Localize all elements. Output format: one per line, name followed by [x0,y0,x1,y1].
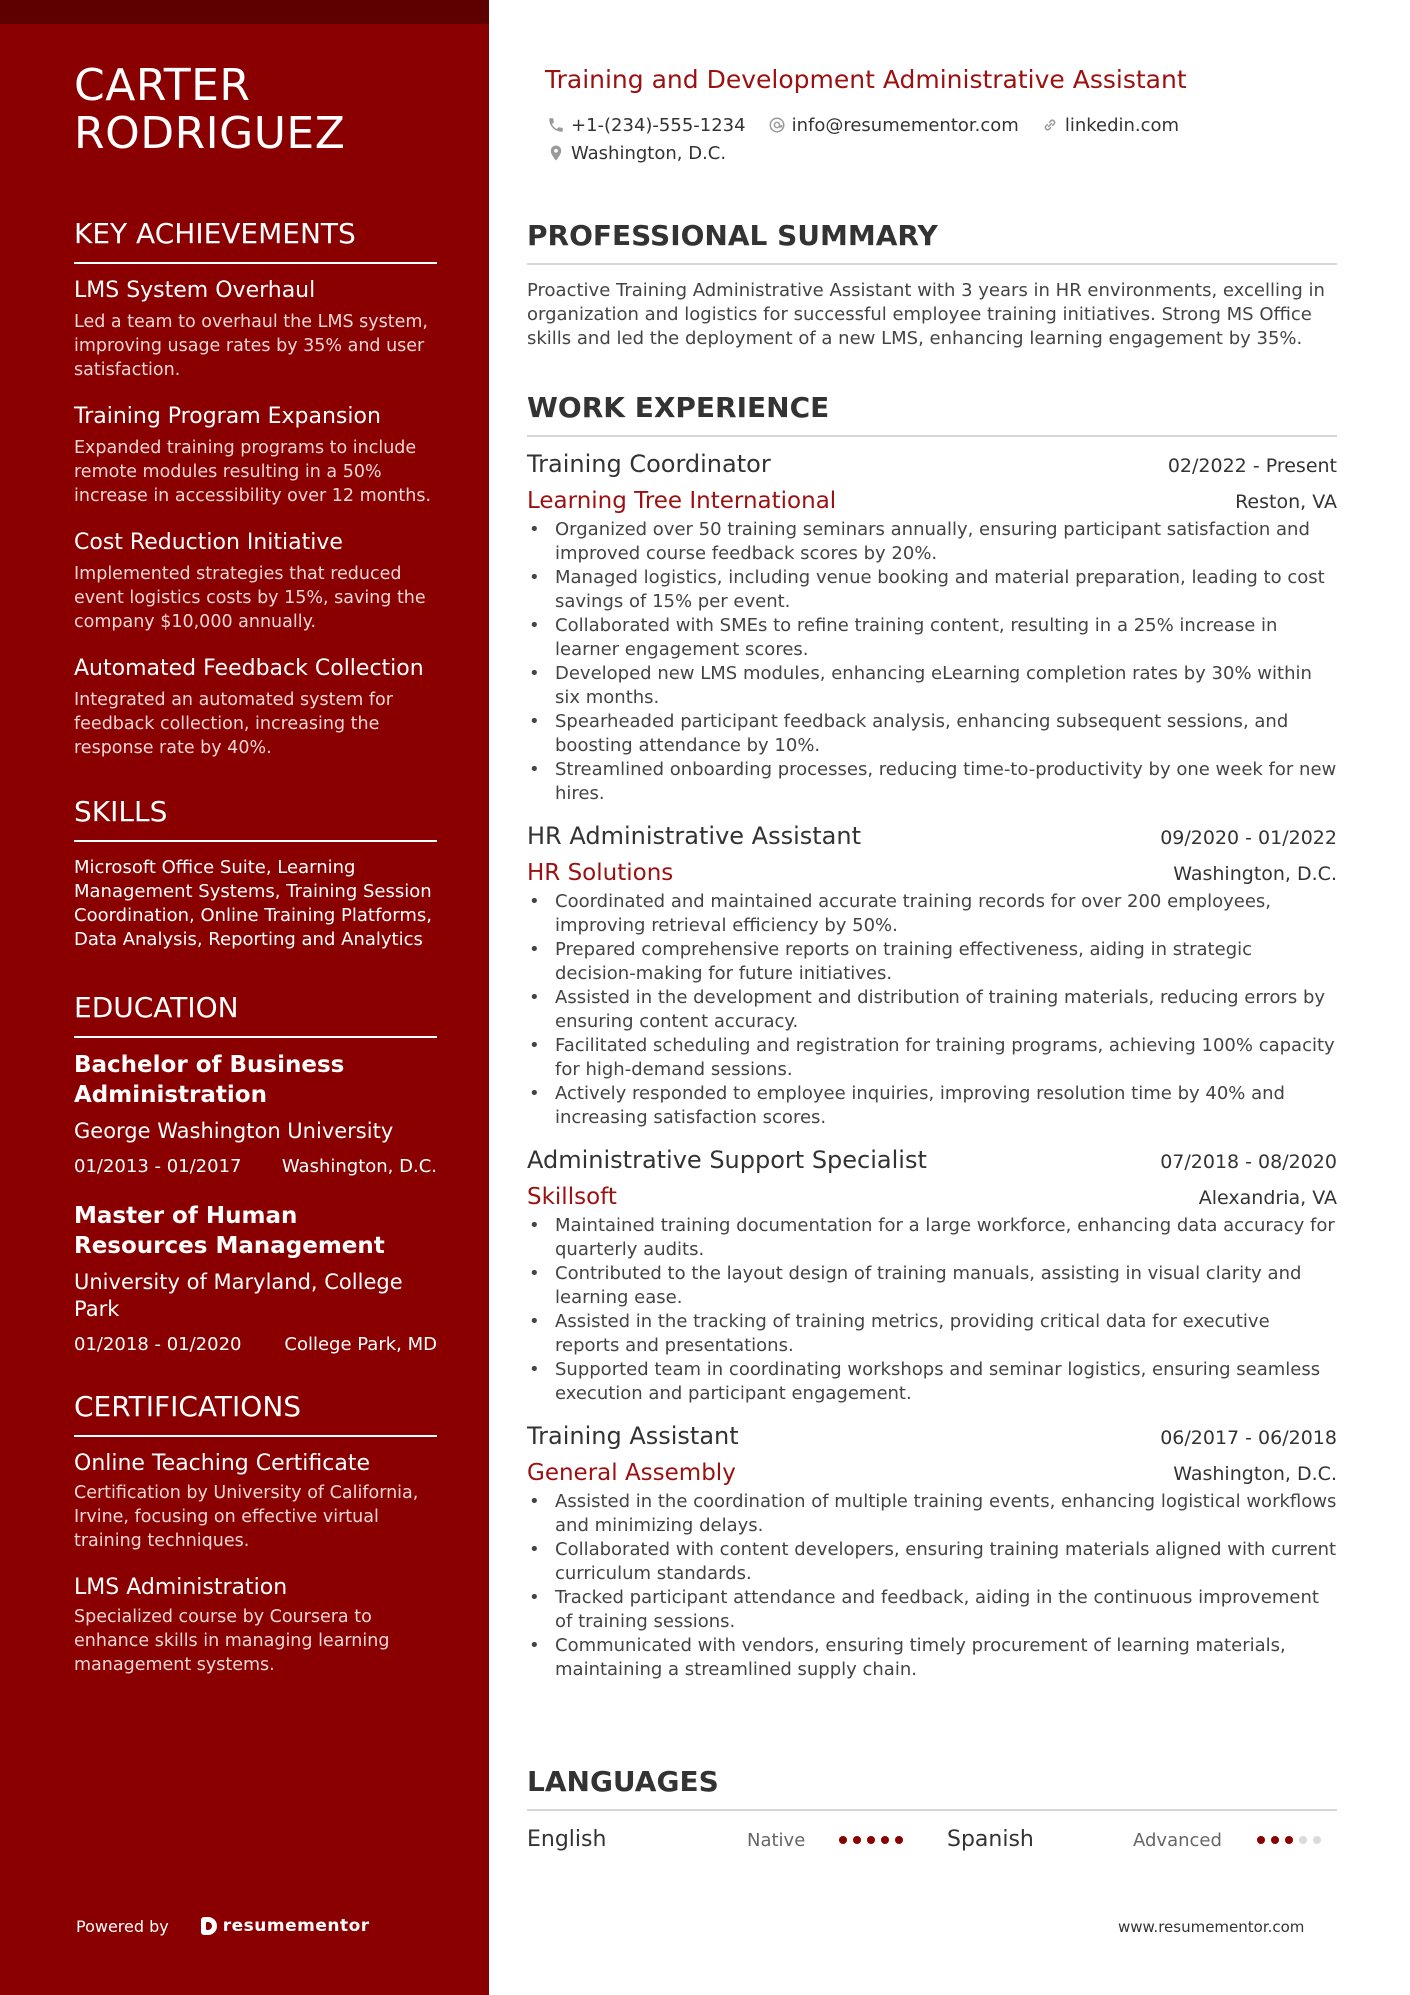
contact-info [547,112,1327,168]
job-bullets [527,890,1337,1130]
job-company: General Assembly [527,1460,736,1486]
job-location: Reston, VA [1235,491,1337,513]
certifications-list [74,1449,437,1677]
job-company: HR Solutions [527,860,674,886]
rating-dot-filled [1285,1836,1293,1844]
job-subheader [527,1458,1337,1488]
education-item [74,1050,437,1179]
language-rating [1257,1836,1327,1844]
contact-row [547,140,1327,166]
job-company: Skillsoft [527,1184,617,1210]
experience-list [527,448,1337,1696]
languages-heading: LANGUAGES [527,1764,1337,1811]
rating-dot-filled [839,1836,847,1844]
contact-phone[interactable] [547,115,746,136]
job-bullets [527,1214,1337,1406]
job-location: Alexandria, VA [1198,1187,1337,1209]
job-bullet: • Streamlined onboarding processes, reducing time-to-productivity by one week for new hires. [527,758,1337,806]
rating-dot-empty [1299,1836,1307,1844]
job-bullet: • Collaborated with content developers, ensuring training materials aligned with current curriculum standards. [527,1538,1337,1586]
job-location: Washington, D.C. [1173,863,1337,885]
skills-text: Microsoft Office Suite, Learning Management Systems, Training Session Coordination, Online Training Platforms, Data Analysis, Reporting and Analytics [74,857,433,950]
job-bullet: • Assisted in the tracking of training metrics, providing critical data for executive reports and presentations. [527,1310,1337,1358]
job-bullet: • Communicated with vendors, ensuring timely procurement of learning materials, maintaining a streamlined supply chain. [527,1634,1337,1682]
job-header [527,1420,1337,1452]
education-list [74,1050,437,1357]
job-bullet: • Collaborated with SMEs to refine training content, resulting in a 25% increase in learner engagement scores. [527,614,1337,662]
achievement-description: Implemented strategies that reduced event logistics costs by 15%, saving the company $10,000 annually. [74,564,426,632]
job-entry [527,1144,1337,1406]
certification-title: Online Teaching Certificate [74,1451,371,1476]
phone-text: +1-(234)-555-1234 [571,114,746,136]
achievement-item [74,528,437,634]
link-icon [1041,116,1059,134]
rating-dot-filled [853,1836,861,1844]
contact-location [547,143,726,164]
job-header [527,820,1337,852]
certifications-section [74,1389,437,1677]
location-text: Washington, D.C. [571,142,727,164]
name-line-1: CARTER [74,60,251,111]
job-role: Training Coordinator [527,450,771,478]
location-pin-icon [547,144,565,162]
job-bullet: • Maintained training documentation for a large workforce, enhancing data accuracy for quarterly audits. [527,1214,1337,1262]
job-bullet: • Managed logistics, including venue booking and material preparation, leading to cost savings of 15% per event. [527,566,1337,614]
achievement-title: Automated Feedback Collection [74,656,424,681]
certification-item [74,1573,437,1677]
summary-text: Proactive Training Administrative Assistant with 3 years in HR environments, excelling in organization and logistics for successful employee training initiatives. Strong MS Office skills and led the deployment of a new LMS, enhancing learning engagement by 35%. [527,280,1325,349]
contact-row [547,112,1327,138]
job-bullet: • Facilitated scheduling and registration for training programs, achieving 100% capacity for high-demand sessions. [527,1034,1337,1082]
education-degree: Master of Human Resources Management [74,1203,385,1259]
job-subheader [527,858,1337,888]
language-item [947,1825,1337,1855]
brand-logo[interactable] [201,1916,370,1936]
phone-icon [547,116,565,134]
education-location: College Park, MD [284,1334,437,1355]
job-bullet: • Developed new LMS modules, enhancing eLearning completion rates by 30% within six months. [527,662,1337,710]
job-role: Training Assistant [527,1422,739,1450]
powered-by [76,1916,370,1936]
summary-heading: PROFESSIONAL SUMMARY [527,218,1337,265]
certification-item [74,1449,437,1553]
languages-list [527,1825,1337,1855]
language-level: Advanced [1133,1829,1222,1851]
sidebar [0,0,489,1995]
job-bullet: • Organized over 50 training seminars annually, ensuring participant satisfaction and improved course feedback scores by 20%. [527,518,1337,566]
footer-url[interactable]: www.resumementor.com [1118,1918,1305,1936]
achievement-item [74,654,437,760]
brand-name: resumementor [222,1916,370,1936]
job-bullet: • Assisted in the development and distribution of training materials, reducing errors by ensuring content accuracy. [527,986,1337,1034]
sidebar-top-band [0,0,489,24]
achievement-item [74,402,437,508]
education-school: George Washington University [74,1119,394,1143]
sidebar-content [74,62,437,1697]
job-bullets [527,518,1337,806]
education-section [74,990,437,1357]
education-item [74,1201,437,1357]
rating-dot-filled [1257,1836,1265,1844]
rating-dot-empty [1313,1836,1321,1844]
name-line-2: RODRIGUEZ [74,108,346,159]
language-name: Spanish [947,1827,1034,1852]
job-bullet: • Coordinated and maintained accurate training records for over 200 employees, improving retrieval efficiency by 50%. [527,890,1337,938]
email-text: info@resumementor.com [791,114,1019,136]
skills-heading: SKILLS [74,794,437,842]
education-meta [74,1333,437,1357]
education-dates: 01/2018 - 01/2020 [74,1334,242,1355]
job-role: Administrative Support Specialist [527,1146,927,1174]
achievement-item [74,276,437,382]
contact-email[interactable] [768,115,1019,136]
education-dates: 01/2013 - 01/2017 [74,1156,242,1177]
job-bullet: • Supported team in coordinating workshops and seminar logistics, ensuring seamless execution and participant engagement. [527,1358,1337,1406]
job-bullet: • Contributed to the layout design of training manuals, assisting in visual clarity and learning ease. [527,1262,1337,1310]
job-entry [527,448,1337,806]
powered-by-label: Powered by [76,1916,169,1936]
job-bullet: • Actively responded to employee inquiries, improving resolution time by 40% and increasing satisfaction scores. [527,1082,1337,1130]
job-header [527,448,1337,480]
certifications-heading: CERTIFICATIONS [74,1389,437,1437]
job-bullet: • Spearheaded participant feedback analysis, enhancing subsequent sessions, and boosting attendance by 10%. [527,710,1337,758]
rating-dot-filled [867,1836,875,1844]
achievement-description: Led a team to overhaul the LMS system, improving usage rates by 35% and user satisfaction. [74,312,428,380]
language-rating [839,1836,909,1844]
experience-heading: WORK EXPERIENCE [527,390,1337,437]
achievement-title: LMS System Overhaul [74,278,316,303]
job-company: Learning Tree International [527,488,837,514]
rating-dot-filled [881,1836,889,1844]
brand-logo-icon [201,1917,217,1935]
job-subheader [527,1182,1337,1212]
certification-description: Specialized course by Coursera to enhance skills in managing learning management systems. [74,1607,390,1675]
rating-dot-filled [1271,1836,1279,1844]
job-entry [527,820,1337,1130]
job-bullets [527,1490,1337,1682]
job-header [527,1144,1337,1176]
job-subheader [527,486,1337,516]
job-location: Washington, D.C. [1173,1463,1337,1485]
language-level: Native [747,1829,806,1851]
skills-section [74,794,437,952]
education-location: Washington, D.C. [281,1156,437,1177]
job-dates: 09/2020 - 01/2022 [1160,827,1337,849]
achievement-description: Expanded training programs to include remote modules resulting in a 50% increase in accessibility over 12 months. [74,438,432,506]
education-meta [74,1155,437,1179]
achievements-list [74,276,437,760]
education-heading: EDUCATION [74,990,437,1038]
education-degree: Bachelor of Business Administration [74,1052,345,1108]
achievement-title: Cost Reduction Initiative [74,530,343,555]
linkedin-text: linkedin.com [1064,114,1180,136]
job-dates: 07/2018 - 08/2020 [1160,1151,1337,1173]
candidate-name [74,62,437,158]
job-bullet: • Assisted in the coordination of multiple training events, enhancing logistical workflows and minimizing delays. [527,1490,1337,1538]
achievements-section [74,216,437,760]
language-name: English [527,1827,607,1852]
at-icon [768,116,786,134]
education-school: University of Maryland, College Park [74,1270,403,1321]
job-role: HR Administrative Assistant [527,822,862,850]
certification-title: LMS Administration [74,1575,288,1600]
achievement-title: Training Program Expansion [74,404,381,429]
contact-linkedin[interactable] [1041,115,1179,136]
achievement-description: Integrated an automated system for feedback collection, increasing the response rate by 40%. [74,690,393,758]
certification-description: Certification by University of California, Irvine, focusing on effective virtual training techniques. [74,1483,419,1551]
job-bullet: • Prepared comprehensive reports on training effectiveness, aiding in strategic decision-making for future initiatives. [527,938,1337,986]
headline: Training and Development Administrative Assistant [545,65,1187,94]
job-entry [527,1420,1337,1682]
job-dates: 06/2017 - 06/2018 [1160,1427,1337,1449]
job-dates: 02/2022 - Present [1167,455,1337,477]
job-bullet: • Tracked participant attendance and feedback, aiding in the continuous improvement of training sessions. [527,1586,1337,1634]
achievements-heading: KEY ACHIEVEMENTS [74,216,437,264]
language-item [527,1825,947,1855]
rating-dot-filled [895,1836,903,1844]
